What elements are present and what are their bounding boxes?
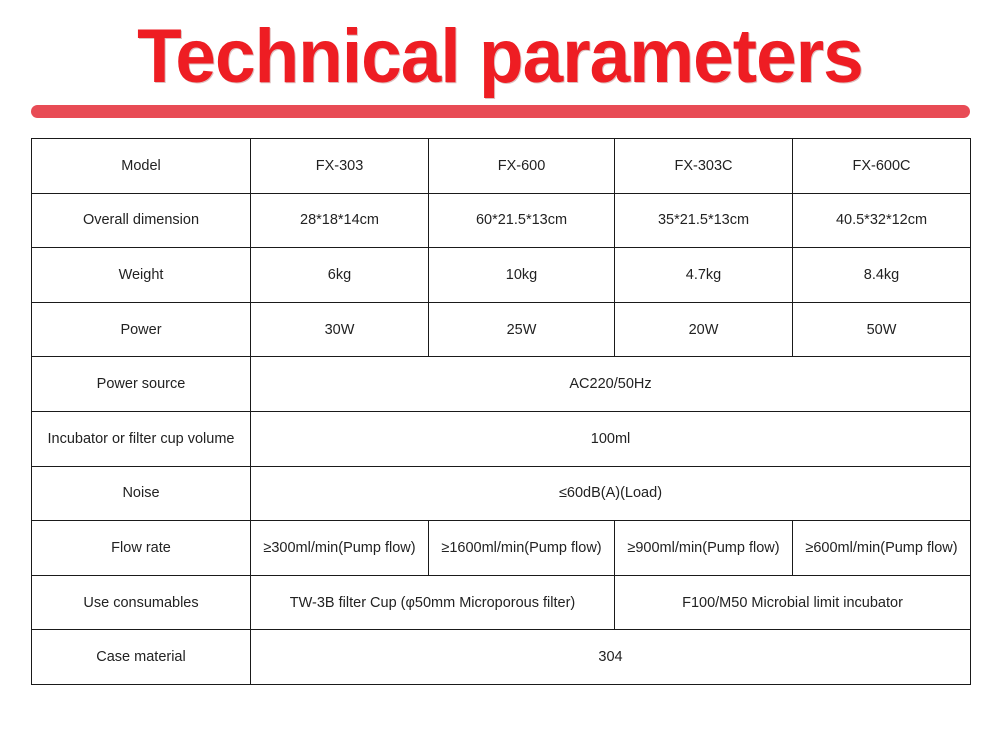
row-label-power: Power	[32, 302, 251, 357]
cell-dimension-3: 35*21.5*13cm	[615, 193, 793, 248]
cell-volume: 100ml	[251, 411, 971, 466]
cell-consumables-filter-cup: TW-3B filter Cup (φ50mm Microporous filter)	[251, 575, 615, 630]
cell-power-source: AC220/50Hz	[251, 357, 971, 412]
cell-model-fx-600: FX-600	[429, 139, 615, 194]
table-row-dimension	[32, 193, 971, 248]
cell-power-3: 20W	[615, 302, 793, 357]
table-row-consumables	[32, 575, 971, 630]
cell-dimension-2: 60*21.5*13cm	[429, 193, 615, 248]
cell-consumables-incubator: F100/M50 Microbial limit incubator	[615, 575, 971, 630]
row-label-dimension: Overall dimension	[32, 193, 251, 248]
row-label-model: Model	[32, 139, 251, 194]
row-label-weight: Weight	[32, 248, 251, 303]
row-label-noise: Noise	[32, 466, 251, 521]
cell-flow-rate-3: ≥900ml/min(Pump flow)	[615, 521, 793, 576]
cell-weight-2: 10kg	[429, 248, 615, 303]
cell-power-4: 50W	[793, 302, 971, 357]
row-label-flow-rate: Flow rate	[32, 521, 251, 576]
row-label-power-source: Power source	[32, 357, 251, 412]
cell-dimension-4: 40.5*32*12cm	[793, 193, 971, 248]
cell-flow-rate-2: ≥1600ml/min(Pump flow)	[429, 521, 615, 576]
cell-flow-rate-1: ≥300ml/min(Pump flow)	[251, 521, 429, 576]
page-title: Technical parameters	[137, 14, 863, 99]
cell-noise: ≤60dB(A)(Load)	[251, 466, 971, 521]
cell-case-material: 304	[251, 630, 971, 685]
table-row-volume	[32, 411, 971, 466]
row-label-case-material: Case material	[32, 630, 251, 685]
cell-dimension-1: 28*18*14cm	[251, 193, 429, 248]
cell-weight-4: 8.4kg	[793, 248, 971, 303]
cell-model-fx-600c: FX-600C	[793, 139, 971, 194]
cell-model-fx-303c: FX-303C	[615, 139, 793, 194]
row-label-volume: Incubator or filter cup volume	[32, 411, 251, 466]
table-row-case-material	[32, 630, 971, 685]
cell-power-2: 25W	[429, 302, 615, 357]
cell-weight-1: 6kg	[251, 248, 429, 303]
cell-flow-rate-4: ≥600ml/min(Pump flow)	[793, 521, 971, 576]
table-row-power-source	[32, 357, 971, 412]
table-row-weight	[32, 248, 971, 303]
technical-parameters-table	[31, 138, 971, 685]
title-underline-bar	[31, 105, 970, 118]
cell-power-1: 30W	[251, 302, 429, 357]
row-label-consumables: Use consumables	[32, 575, 251, 630]
table-row-noise	[32, 466, 971, 521]
cell-model-fx-303: FX-303	[251, 139, 429, 194]
table-row-power	[32, 302, 971, 357]
cell-weight-3: 4.7kg	[615, 248, 793, 303]
table-row-flow-rate	[32, 521, 971, 576]
table-row-model	[32, 139, 971, 194]
